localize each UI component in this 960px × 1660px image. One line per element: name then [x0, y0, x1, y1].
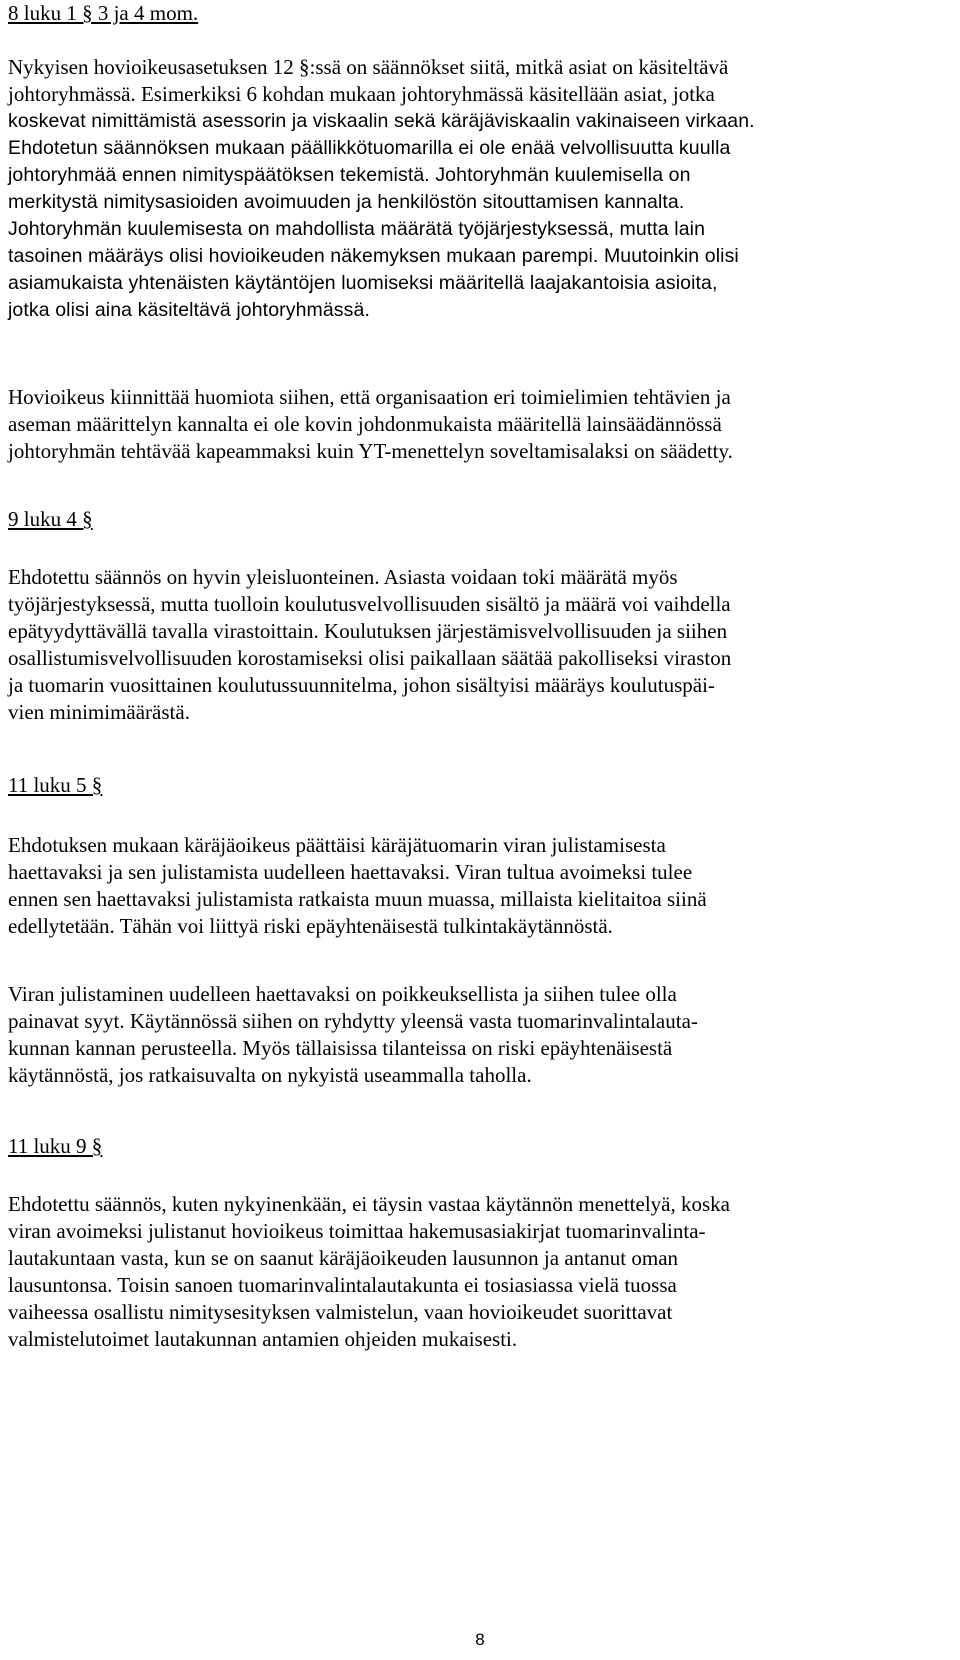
paragraph-line: aseman määrittelyn kannalta ei ole kovin johdonmukaista määritellä lainsäädännössä	[8, 412, 722, 436]
paragraph-line: Ehdotettu säännös on hyvin yleisluonteinen. Asiasta voidaan toki määrätä myös	[8, 565, 678, 589]
paragraph-line: kunnan kannan perusteella. Myös tällaisissa tilanteissa on riski epäyhtenäisestä	[8, 1036, 673, 1060]
paragraph-line: haettavaksi ja sen julistamista uudelleen haettavaksi. Viran tultua avoimeksi tulee	[8, 860, 693, 884]
paragraph-line: työjärjestyksessä, mutta tuolloin koulutusvelvollisuuden sisältö ja määrä voi vaihdella	[8, 592, 731, 616]
section-heading: 11 luku 5 §	[8, 773, 103, 797]
paragraph-line: käytännöstä, jos ratkaisuvalta on nykyistä useammalla taholla.	[8, 1063, 532, 1087]
paragraph-line: lautakuntaan vasta, kun se on saanut käräjäoikeuden lausunnon ja antanut oman	[8, 1246, 679, 1270]
paragraph-line: Nykyisen hovioikeusasetuksen 12 §:ssä on säännökset siitä, mitkä asiat on käsiteltävä	[8, 55, 729, 79]
paragraph-line: johtoryhmässä. Esimerkiksi 6 kohdan mukaan johtoryhmässä käsitellään asiat, jotka	[8, 82, 715, 106]
paragraph-line: Ehdotetun säännöksen mukaan päällikkötuomarilla ei ole enää velvollisuutta kuulla	[8, 137, 731, 159]
paragraph-line: epätyydyttävällä tavalla virastoittain. Koulutuksen järjestämisvelvollisuuden ja siihen	[8, 619, 728, 643]
paragraph	[8, 1191, 730, 1353]
paragraph-line: Johtoryhmän kuulemisesta on mahdollista määrätä työjärjestyksessä, mutta lain	[8, 218, 706, 240]
paragraph	[8, 981, 698, 1089]
paragraph-line: tasoinen määräys olisi hovioikeuden näkemyksen mukaan parempi. Muutoinkin olisi	[8, 245, 739, 267]
page-number: 8	[475, 1630, 485, 1649]
paragraph-line: Viran julistaminen uudelleen haettavaksi on poikkeuksellista ja siihen tulee olla	[8, 982, 677, 1006]
paragraph-line: lausuntonsa. Toisin sanoen tuomarinvalintalautakunta ei tosiasiassa vielä tuossa	[8, 1273, 677, 1297]
paragraph-line: Hovioikeus kiinnittää huomiota siihen, että organisaation eri toimielimien tehtävien ja	[8, 385, 731, 409]
paragraph-line: viran avoimeksi julistanut hovioikeus toimittaa hakemusasiakirjat tuomarinvalinta-	[8, 1219, 706, 1243]
section-heading: 11 luku 9 §	[8, 1134, 103, 1158]
paragraph-line: Ehdotettu säännös, kuten nykyinenkään, ei täysin vastaa käytännön menettelyä, koska	[8, 1192, 730, 1216]
paragraph-line: johtoryhmän tehtävää kapeammaksi kuin YT-menettelyn soveltamisalaksi on säädetty.	[8, 439, 733, 463]
paragraph-line: edellytetään. Tähän voi liittyä riski epäyhtenäisestä tulkintakäytännöstä.	[8, 914, 613, 938]
section-heading: 8 luku 1 § 3 ja 4 mom.	[8, 1, 199, 25]
paragraph-line: valmistelutoimet lautakunnan antamien ohjeiden mukaisesti.	[8, 1327, 518, 1351]
paragraph-line: vien minimimäärästä.	[8, 700, 190, 724]
paragraph-line: Ehdotuksen mukaan käräjäoikeus päättäisi käräjätuomarin viran julistamisesta	[8, 833, 666, 857]
paragraph-line: painavat syyt. Käytännössä siihen on ryhdytty yleensä vasta tuomarinvalintalauta-	[8, 1009, 698, 1033]
paragraph-line: koskevat nimittämistä asessorin ja viskaalin sekä käräjäviskaalin vakinaiseen virkaan.	[8, 110, 755, 132]
paragraph-line: osallistumisvelvollisuuden korostamiseksi olisi paikallaan säätää pakolliseksi viraston	[8, 646, 732, 670]
paragraph	[8, 384, 733, 465]
paragraph-line: vaiheessa osallistu nimitysesityksen valmistelun, vaan hovioikeudet suorittavat	[8, 1300, 673, 1324]
paragraph	[8, 564, 731, 726]
paragraph-line: asiamukaista yhtenäisten käytäntöjen luomiseksi määritellä laajakantoisia asioita,	[8, 272, 718, 294]
paragraph-line: ennen sen haettavaksi julistamista ratkaista muun muassa, millaista kielitaitoa siinä	[8, 887, 707, 911]
paragraph-line: jotka olisi aina käsiteltävä johtoryhmässä.	[8, 299, 370, 321]
paragraph	[8, 54, 755, 324]
paragraph-line: merkitystä nimitysasioiden avoimuuden ja henkilöstön sitouttamisen kannalta.	[8, 191, 685, 213]
paragraph-line: johtoryhmää ennen nimityspäätöksen tekemistä. Johtoryhmän kuulemisella on	[8, 164, 691, 186]
paragraph-line: ja tuomarin vuosittainen koulutussuunnitelma, johon sisältyisi määräys koulutuspäi-	[8, 673, 715, 697]
paragraph	[8, 832, 707, 940]
section-heading: 9 luku 4 §	[8, 507, 93, 531]
